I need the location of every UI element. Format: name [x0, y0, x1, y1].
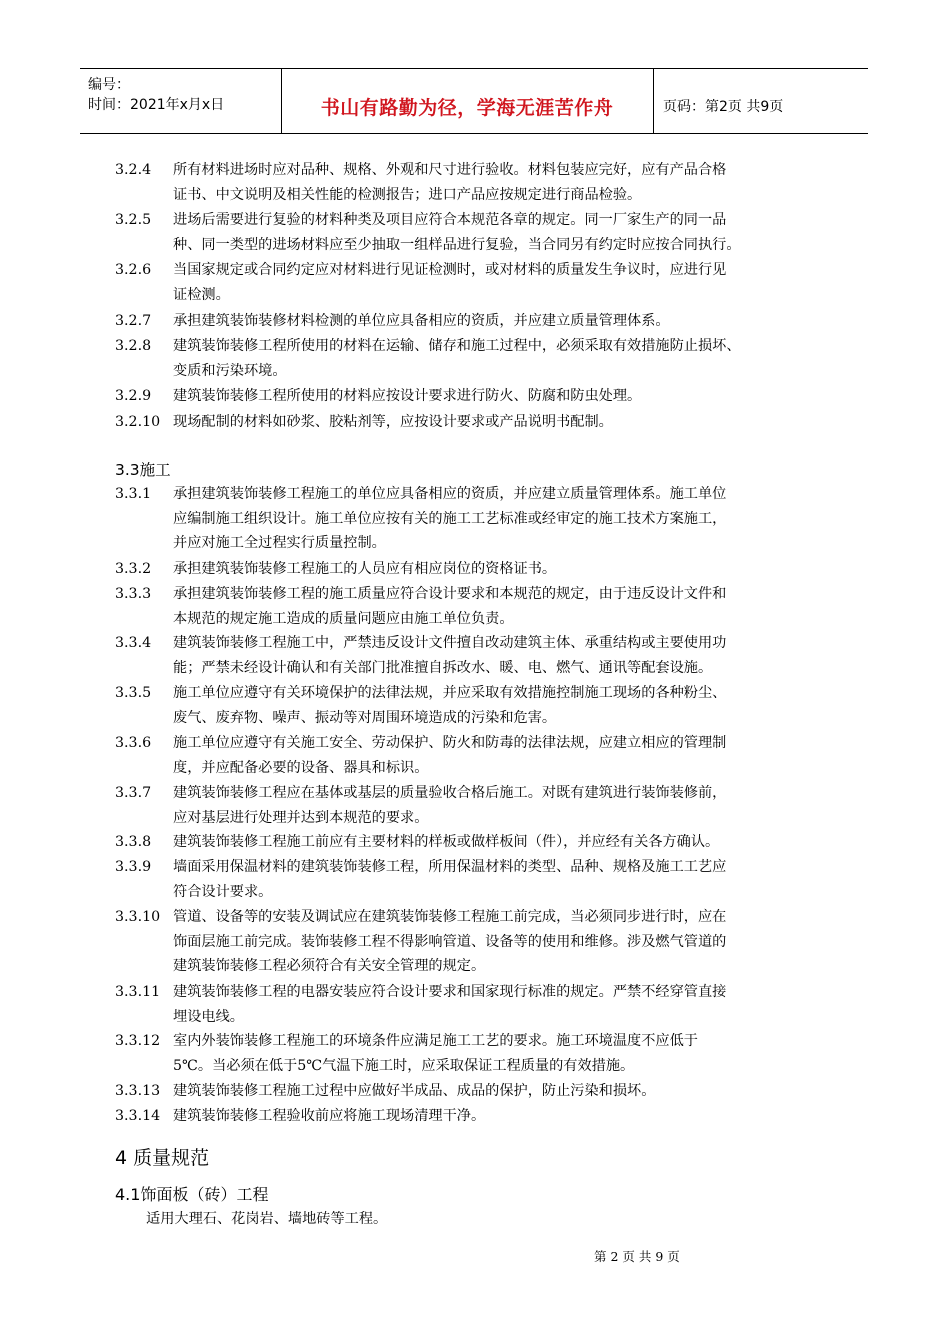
clause-number: 3.3.3 — [115, 586, 152, 602]
header-page-number: 页码：第2页 共9页 — [663, 99, 784, 115]
clause-number: 3.3.2 — [115, 561, 152, 577]
clause-text-line: 应编制施工组织设计。施工单位应按有关的施工工艺标准或经审定的施工技术方案施工， — [173, 510, 727, 527]
clause-text-line: 施工单位应遵守有关环境保护的法律法规，并应采取有效措施控制施工现场的各种粉尘、 — [173, 685, 727, 701]
section-4-1-paragraph: 适用大理石、花岗岩、墙地砖等工程。 — [146, 1211, 388, 1227]
clause-number: 3.3.6 — [115, 735, 152, 751]
clause-text-line: 建筑装饰装修工程施工过程中应做好半成品、成品的保护，防止污染和损坏。 — [173, 1083, 656, 1099]
header-page-cell — [653, 69, 868, 133]
clause-text-line: 管道、设备等的安装及调试应在建筑装饰装修工程施工前完成，当必须同步进行时，应在 — [173, 909, 727, 925]
clause-number: 3.3.12 — [115, 1033, 161, 1049]
clause-text-line: 建筑装饰装修工程所使用的材料在运输、储存和施工过程中，必须采取有效措施防止损坏、 — [173, 338, 741, 355]
clause-number: 3.3.4 — [115, 635, 152, 651]
clause-text-line: 本规范的规定施工造成的质量问题应由施工单位负责。 — [173, 610, 514, 627]
clause-text-line: 现场配制的材料如砂浆、胶粘剂等，应按设计要求或产品说明书配制。 — [173, 414, 613, 430]
clause-text-line: 建筑装饰装修工程所使用的材料应按设计要求进行防火、防腐和防虫处理。 — [173, 388, 642, 405]
clause-text-line: 墙面采用保温材料的建筑装饰装修工程，所用保温材料的类型、品种、规格及施工工艺应 — [173, 859, 727, 875]
clause-number: 3.2.9 — [115, 388, 152, 405]
chapter-heading-4: 4 质量规范 — [115, 1147, 210, 1169]
clause-text-line: 符合设计要求。 — [173, 883, 273, 900]
clause-text-line: 当国家规定或合同约定应对材料进行见证检测时，或对材料的质量发生争议时，应进行见 — [173, 262, 727, 279]
clause-number: 3.3.9 — [115, 859, 152, 875]
clause-number: 3.2.7 — [115, 312, 152, 329]
header-motto: 书山有路勤为径，学海无涯苦作舟 — [320, 97, 614, 119]
clause-number: 3.3.14 — [115, 1108, 161, 1124]
clause-text-line: 埋设电线。 — [173, 1008, 244, 1025]
clause-text-line: 5℃。当必须在低于5℃气温下施工时，应采取保证工程质量的有效措施。 — [173, 1057, 635, 1074]
clause-text-line: 承担建筑装饰装修工程的施工质量应符合设计要求和本规范的规定，由于违反设计文件和 — [173, 586, 727, 602]
clause-number: 3.2.10 — [115, 414, 161, 430]
clause-text-line: 承担建筑装饰装修材料检测的单位应具备相应的资质，并应建立质量管理体系。 — [173, 312, 670, 329]
clause-text-line: 室内外装饰装修工程施工的环境条件应满足施工工艺的要求。施工环境温度不应低于 — [173, 1033, 698, 1049]
clause-text-line: 度，并应配备必要的设备、器具和标识。 — [173, 759, 429, 776]
page-header — [80, 68, 868, 134]
header-info-cell — [80, 69, 282, 133]
clause-text-line: 承担建筑装饰装修工程施工的单位应具备相应的资质，并应建立质量管理体系。施工单位 — [173, 486, 727, 502]
clause-text-line: 进场后需要进行复验的材料种类及项目应符合本规范各章的规定。同一厂家生产的同一品 — [173, 212, 727, 229]
clause-text-line: 建筑装饰装修工程的电器安装应符合设计要求和国家现行标准的规定。严禁不经穿管直接 — [173, 984, 727, 1000]
clause-text-line: 能；严禁未经设计确认和有关部门批准擅自拆改水、暖、电、燃气、通讯等配套设施。 — [173, 659, 713, 676]
clause-text-line: 建筑装饰装修工程应在基体或基层的质量验收合格后施工。对既有建筑进行装饰装修前， — [173, 785, 727, 801]
clause-text-line: 应对基层进行处理并达到本规范的要求。 — [173, 809, 429, 826]
clause-number: 3.2.5 — [115, 212, 152, 229]
section-heading-4-1: 4.1饰面板（砖）工程 — [115, 1185, 269, 1204]
clause-text-line: 变质和污染环境。 — [173, 362, 287, 379]
clause-number: 3.2.8 — [115, 338, 152, 355]
clause-number: 3.3.10 — [115, 909, 161, 925]
clause-text-line: 废气、废弃物、噪声、振动等对周围环境造成的污染和危害。 — [173, 709, 557, 726]
clause-text-line: 种、同一类型的进场材料应至少抽取一组样品进行复验，当合同另有约定时应按合同执行。 — [173, 236, 741, 253]
page-footer: 第 2 页 共 9 页 — [594, 1249, 680, 1264]
clause-text-line: 施工单位应遵守有关施工安全、劳动保护、防火和防毒的法律法规，应建立相应的管理制 — [173, 735, 727, 751]
section-heading-3-3: 3.3施工 — [115, 461, 171, 479]
clause-number: 3.3.13 — [115, 1083, 161, 1099]
clause-text-line: 建筑装饰装修工程施工前应有主要材料的样板或做样板间（件），并应经有关各方确认。 — [173, 834, 720, 850]
clause-text-line: 并应对施工全过程实行质量控制。 — [173, 535, 386, 552]
document-number-label: 编号： — [88, 77, 130, 93]
clause-text-line: 建筑装饰装修工程验收前应将施工现场清理干净。 — [173, 1108, 486, 1124]
clause-number: 3.3.11 — [115, 984, 161, 1000]
clause-number: 3.2.4 — [115, 162, 152, 178]
clause-text-line: 建筑装饰装修工程施工中，严禁违反设计文件擅自改动建筑主体、承重结构或主要使用功 — [173, 635, 727, 651]
document-time-label: 时间：2021年x月x日 — [88, 97, 225, 113]
clause-number: 3.2.6 — [115, 262, 152, 279]
clause-number: 3.3.1 — [115, 486, 152, 502]
clause-text-line: 承担建筑装饰装修工程施工的人员应有相应岗位的资格证书。 — [173, 561, 557, 577]
clause-number: 3.3.5 — [115, 685, 152, 701]
clause-text-line: 证检测。 — [173, 287, 230, 303]
clause-number: 3.3.7 — [115, 785, 152, 801]
clause-text-line: 饰面层施工前完成。装饰装修工程不得影响管道、设备等的使用和维修。涉及燃气管道的 — [173, 933, 727, 950]
clause-number: 3.3.8 — [115, 834, 152, 850]
header-motto-cell — [281, 69, 654, 133]
clause-text-line: 所有材料进场时应对品种、规格、外观和尺寸进行验收。材料包装应完好，应有产品合格 — [173, 162, 727, 178]
clause-text-line: 证书、中文说明及相关性能的检测报告；进口产品应按规定进行商品检验。 — [173, 186, 642, 203]
clause-text-line: 建筑装饰装修工程必须符合有关安全管理的规定。 — [173, 958, 486, 975]
